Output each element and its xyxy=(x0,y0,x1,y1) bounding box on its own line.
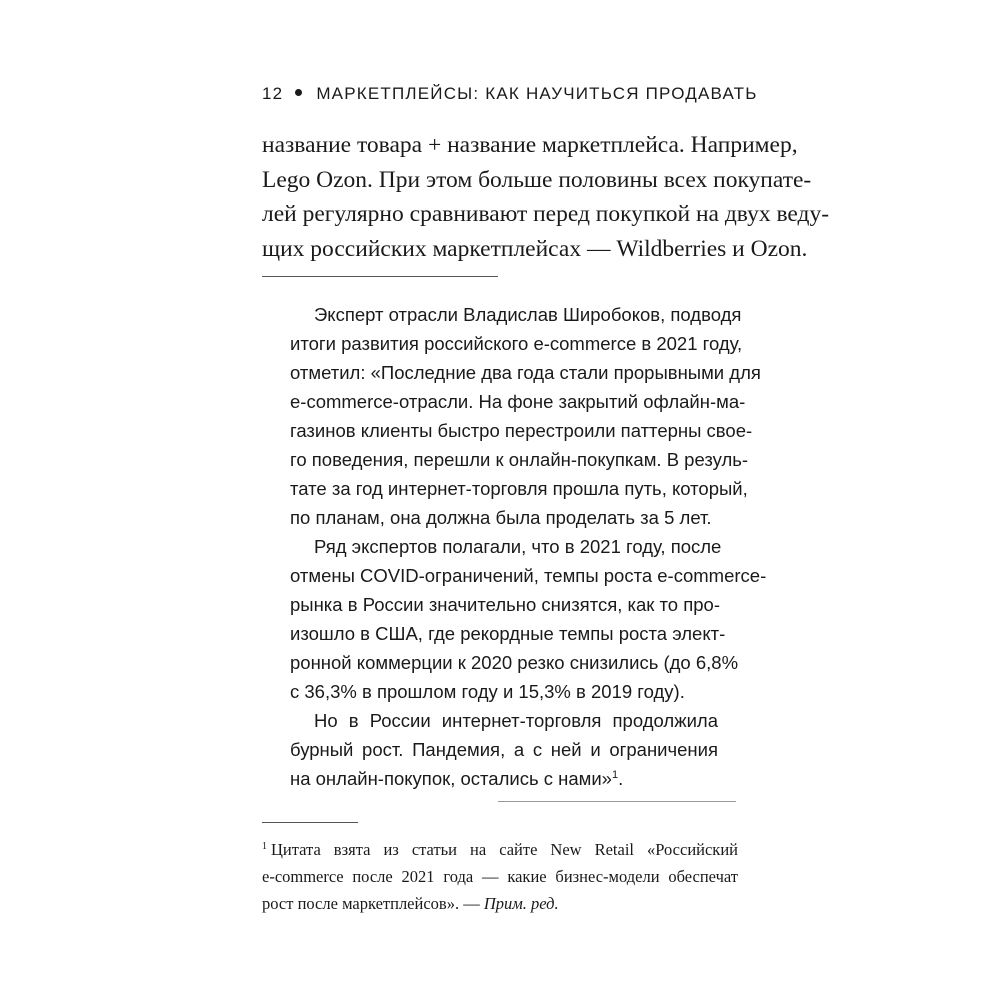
insert-line: отмены COVID-ограничений, темпы роста e-commerce- xyxy=(290,565,767,586)
insert-last-line: на онлайн-покупок, остались с нами»$^1$. xyxy=(290,768,624,789)
footnote-reference: 1 xyxy=(611,768,619,781)
insert-line: отметил: «Последние два года стали прорывными для xyxy=(290,362,761,383)
editor-note: Прим. ред. xyxy=(483,894,559,913)
footnote-text: рост после маркетплейсов». — xyxy=(262,894,484,913)
bullet-dot-icon xyxy=(295,89,302,96)
insert-top-rule xyxy=(262,276,498,277)
insert-line: Эксперт отрасли Владислав Широбоков, подводя xyxy=(314,304,742,325)
footnote xyxy=(262,836,738,917)
insert-line: e-commerce-отрасли. На фоне закрытий офлайн-ма- xyxy=(290,391,746,412)
footnote-line: e-commerce после 2021 года — какие бизнес-модели обеспечат xyxy=(262,867,738,886)
footnote-rule xyxy=(262,822,358,823)
page-number: 12 xyxy=(262,84,284,103)
insert-line: ронной коммерции к 2020 резко снизились (до 6,8% xyxy=(290,652,739,673)
footnote-line xyxy=(262,890,738,917)
insert-line: с 36,3% в прошлом году и 15,3% в 2019 году). xyxy=(290,681,685,702)
insert-line: Ряд экспертов полагали, что в 2021 году, после xyxy=(314,536,722,557)
footnote-marker: 1 xyxy=(262,840,267,852)
body-line: щих российских маркетплейсах — Wildberries и Ozon. xyxy=(262,235,808,262)
insert-line: бурный рост. Пандемия, а с ней и ограничения xyxy=(290,739,718,760)
insert-line: Но в России интернет-торговля продолжила xyxy=(314,710,718,731)
insert-line: по планам, она должна была проделать за 5 лет. xyxy=(290,507,712,528)
insert-line: тате за год интернет-торговля прошла путь, который, xyxy=(290,478,748,499)
quote-insert xyxy=(290,300,767,793)
footnote-text: Цитата взята из статьи на сайте New Retail «Российский xyxy=(271,840,738,859)
insert-line: рынка в России значительно снизятся, как то про- xyxy=(290,594,720,615)
insert-line: изошло в США, где рекордные темпы роста элект- xyxy=(290,623,726,644)
running-title: МАРКЕТПЛЕЙСЫ: КАК НАУЧИТЬСЯ ПРОДАВАТЬ xyxy=(316,84,758,103)
body-line: название товара + название маркетплейса. Например, xyxy=(262,132,798,158)
body-paragraph xyxy=(262,128,830,266)
insert-line: го поведения, перешли к онлайн-покупкам. В резуль- xyxy=(290,449,749,470)
insert-line-text: на онлайн-покупок, остались с нами» xyxy=(290,768,612,789)
insert-line: итоги развития российского e-commerce в 2021 году, xyxy=(290,333,743,354)
running-head xyxy=(262,84,758,104)
body-line: Lego Ozon. При этом больше половины всех покупате- xyxy=(262,166,812,193)
body-line: лей регулярно сравнивают перед покупкой на двух веду- xyxy=(262,201,830,227)
footnote-line xyxy=(262,836,738,863)
insert-line: газинов клиенты быстро перестроили паттерны свое- xyxy=(290,420,753,441)
insert-bottom-rule xyxy=(498,801,736,802)
